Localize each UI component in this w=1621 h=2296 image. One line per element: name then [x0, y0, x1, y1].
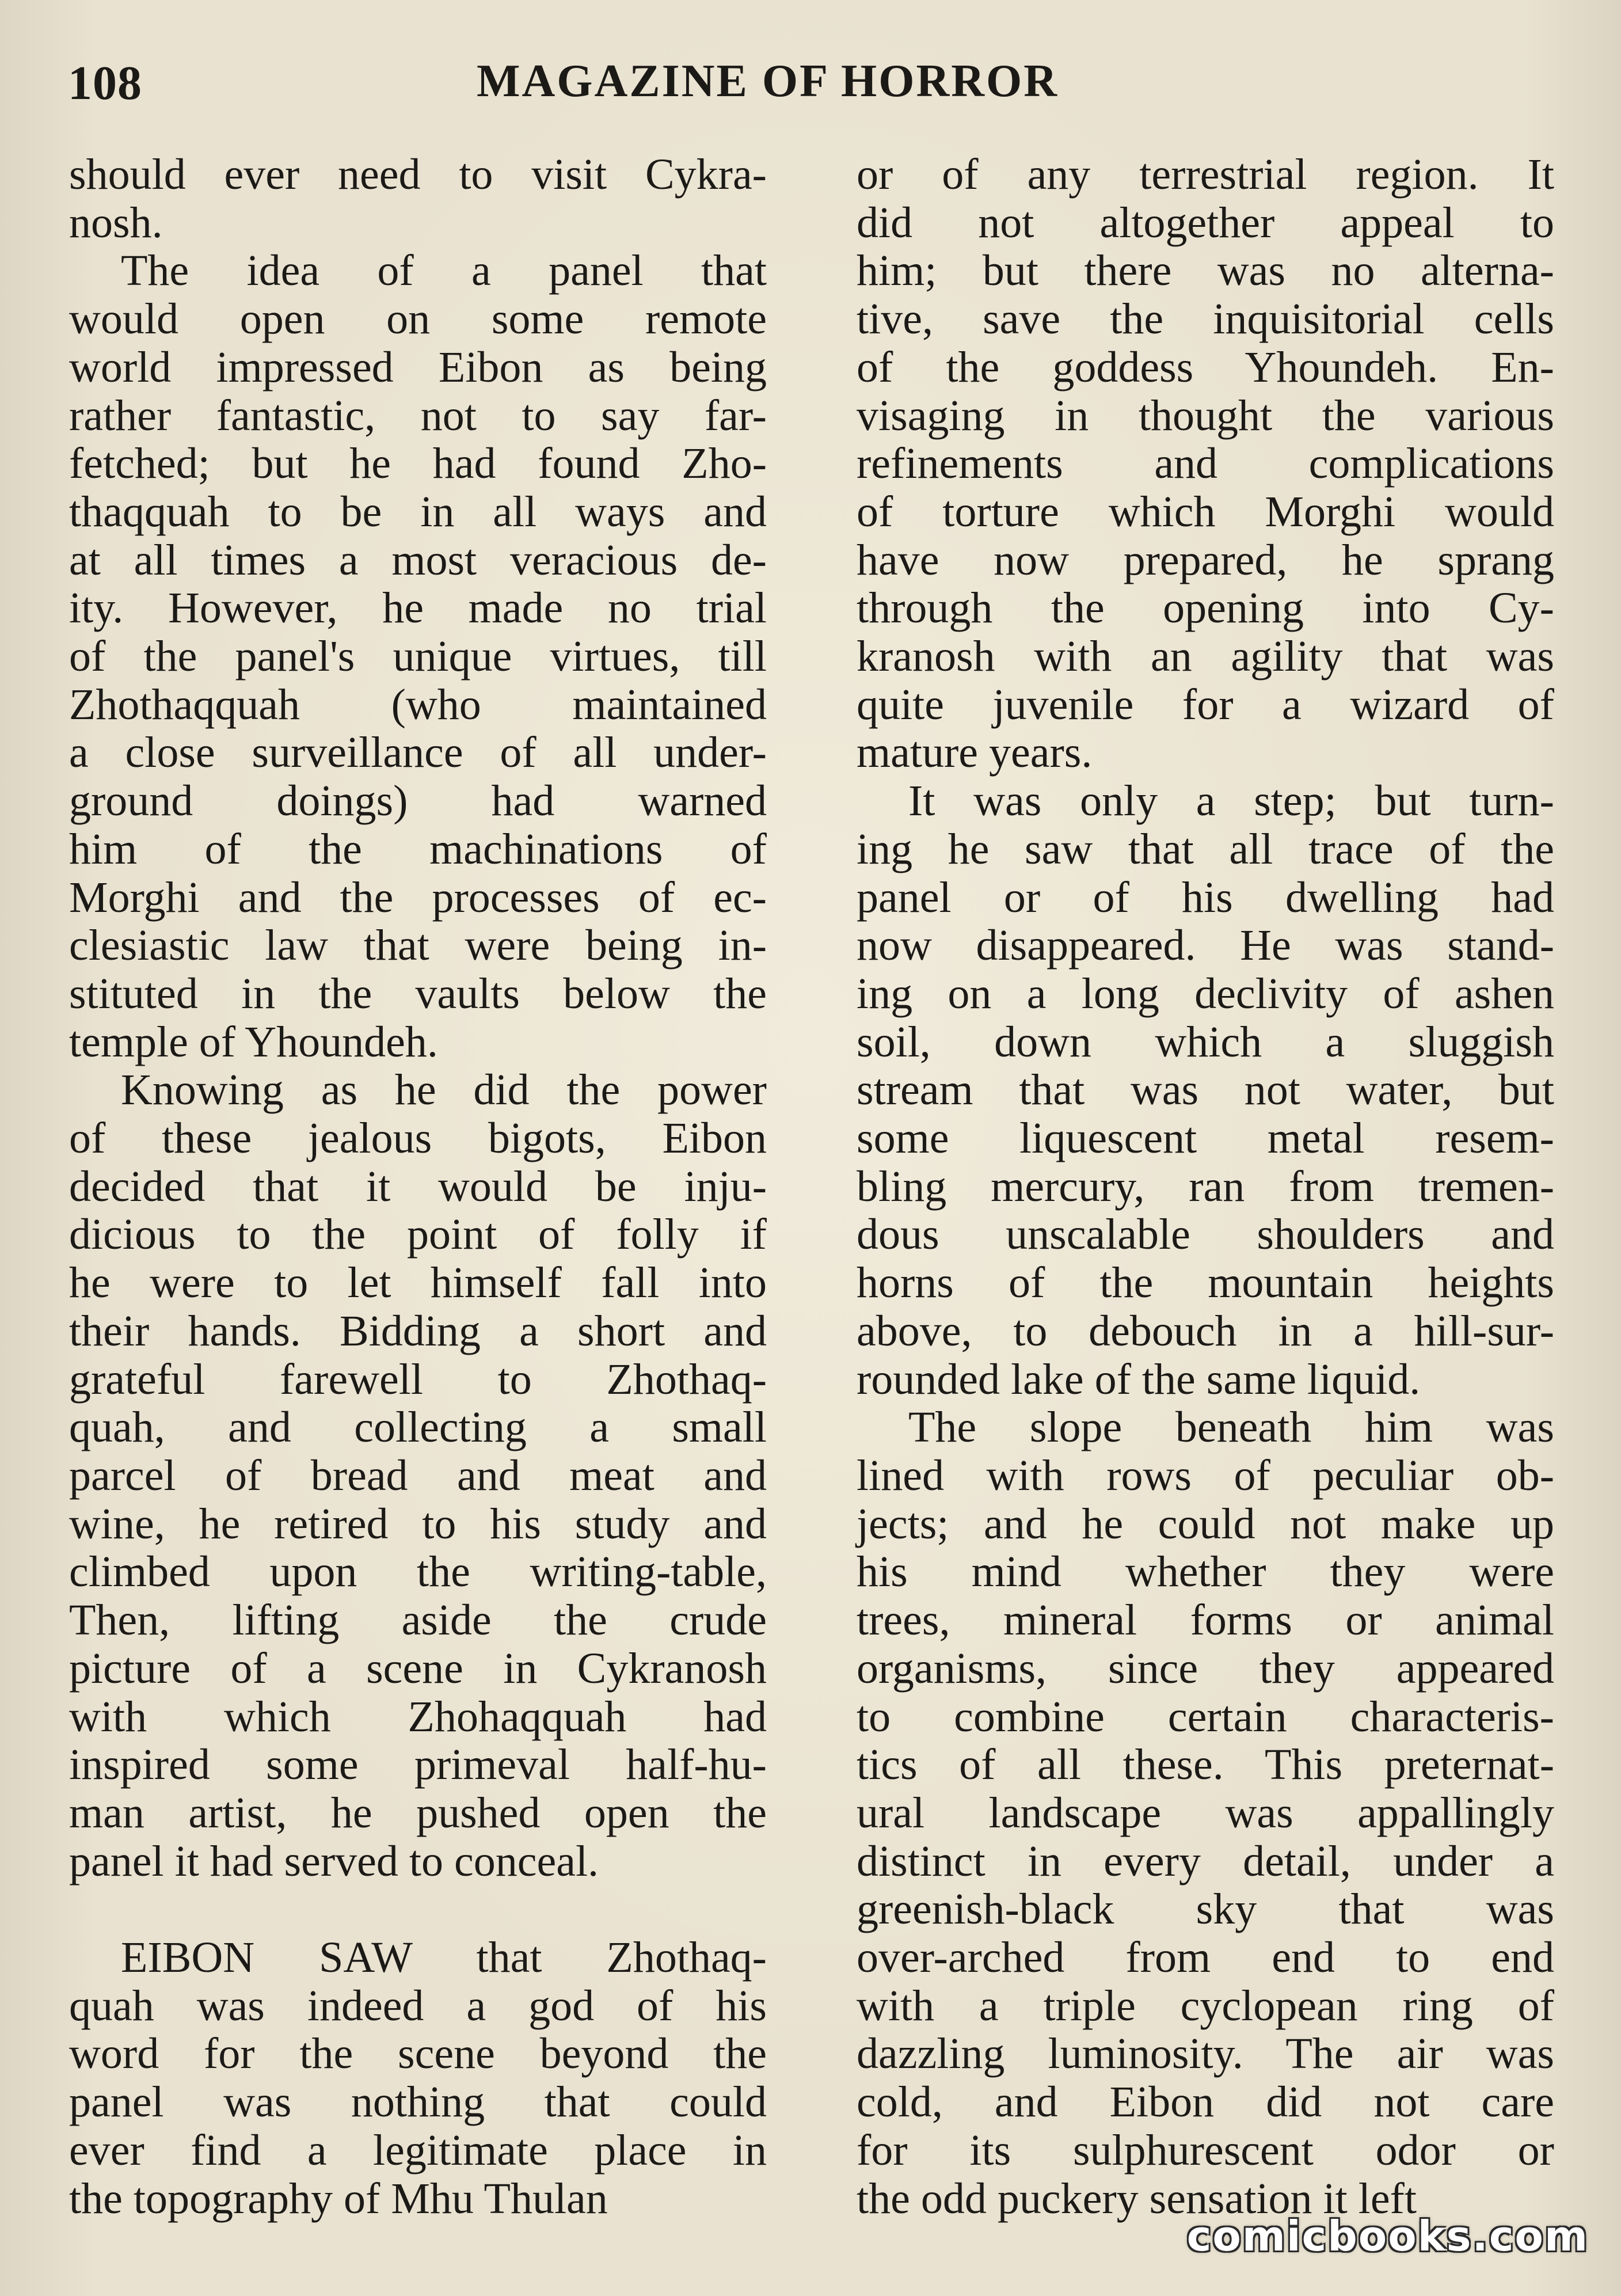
text-line: quah, and collecting a small — [69, 1403, 767, 1452]
text-line: now disappeared. He was stand- — [857, 921, 1554, 970]
text-line: above, to debouch in a hill-sur- — [857, 1306, 1554, 1355]
text-line: parcel of bread and meat and — [69, 1451, 767, 1500]
text-line: fetched; but he had found Zho- — [69, 439, 767, 488]
text-line: to combine certain characteris- — [857, 1692, 1554, 1741]
text-line: refinements and complications — [857, 439, 1554, 488]
text-line: his mind whether they were — [857, 1548, 1554, 1596]
text-line: dazzling luminosity. The air was — [857, 2029, 1554, 2078]
text-line: Knowing as he did the power — [121, 1066, 767, 1115]
text-line: panel was nothing that could — [69, 2078, 767, 2127]
text-line: or of any terrestrial region. It — [857, 150, 1554, 199]
text-line: dous unscalable shoulders and — [857, 1210, 1554, 1259]
text-line: should ever need to visit Cykra- — [69, 150, 767, 199]
paragraph — [857, 777, 1554, 1404]
text-line: with which Zhohaqquah had — [69, 1692, 767, 1741]
paragraph — [857, 1404, 1554, 2223]
text-line: tive, save the inquisitorial cells — [857, 295, 1554, 344]
text-line: through the opening into Cy- — [857, 584, 1554, 633]
text-line: soil, down which a sluggish — [857, 1017, 1554, 1066]
text-line: rounded lake of the same liquid. — [857, 1355, 1421, 1404]
text-line: picture of a scene in Cykranosh — [69, 1644, 767, 1693]
text-line: wine, he retired to his study and — [69, 1499, 767, 1548]
text-line: visaging in thought the various — [857, 391, 1554, 440]
text-line: a close surveillance of all under- — [69, 728, 767, 777]
text-line: greenish-black sky that was — [857, 1885, 1554, 1934]
text-line: ground doings) had warned — [69, 777, 767, 826]
text-line: ity. However, he made no trial — [69, 584, 767, 633]
text-line: mature years. — [857, 728, 1093, 777]
left-text-column — [69, 151, 767, 2223]
text-line: panel or of his dwelling had — [857, 873, 1554, 922]
paragraph — [69, 1934, 767, 2223]
paragraph — [69, 247, 767, 1066]
text-line: did not altogether appeal to — [857, 198, 1554, 247]
text-line: Morghi and the processes of ec- — [69, 873, 767, 922]
running-title: MAGAZINE OF HORROR — [477, 56, 1059, 107]
text-line: quah was indeed a god of his — [69, 1981, 767, 2030]
text-line: he were to let himself fall into — [69, 1259, 767, 1307]
text-line: stituted in the vaults below the — [69, 969, 767, 1018]
text-line: at all times a most veracious de- — [69, 535, 767, 584]
text-line: Zhothaqquah (who maintained — [69, 680, 767, 729]
text-line: cold, and Eibon did not care — [857, 2078, 1554, 2127]
text-line: him; but there was no alterna- — [857, 246, 1554, 295]
paragraph — [69, 151, 767, 247]
text-line: bling mercury, ran from tremen- — [857, 1162, 1554, 1211]
text-line: over-arched from end to end — [857, 1933, 1554, 1982]
text-line: have now prepared, he sprang — [857, 535, 1554, 584]
text-line: It was only a step; but turn- — [908, 777, 1554, 826]
paragraph — [857, 151, 1554, 777]
text-line: trees, mineral forms or animal — [857, 1596, 1554, 1645]
text-line: some liquescent metal resem- — [857, 1114, 1554, 1163]
page-number: 108 — [68, 56, 142, 110]
text-line: ing he saw that all trace of the — [857, 824, 1554, 873]
text-line: nosh. — [69, 198, 163, 247]
page-header — [68, 55, 1553, 124]
text-line: quite juvenile for a wizard of — [857, 680, 1554, 729]
text-line: thaqquah to be in all ways and — [69, 487, 767, 536]
text-line: for its sulphurescent odor or — [857, 2126, 1554, 2175]
text-line: The idea of a panel that — [121, 246, 767, 295]
text-line: grateful farewell to Zhothaq- — [69, 1355, 767, 1404]
text-line: tics of all these. This preternat- — [857, 1740, 1554, 1789]
paragraph — [69, 1066, 767, 1886]
text-line: him of the machinations of — [69, 824, 767, 873]
text-line: of the panel's unique virtues, till — [69, 632, 767, 681]
text-line: The slope beneath him was — [908, 1403, 1554, 1452]
text-line: distinct in every detail, under a — [857, 1837, 1554, 1886]
text-line: man artist, he pushed open the — [69, 1788, 767, 1837]
watermark: comicbooks.com — [1186, 2212, 1589, 2260]
text-line: organisms, since they appeared — [857, 1644, 1554, 1693]
text-line: decided that it would be inju- — [69, 1162, 767, 1211]
text-line: EIBON SAW that Zhothaq- — [121, 1933, 767, 1982]
text-line: world impressed Eibon as being — [69, 343, 767, 391]
text-line: panel it had served to conceal. — [69, 1837, 599, 1886]
text-line: kranosh with an agility that was — [857, 632, 1554, 681]
text-line: dicious to the point of folly if — [69, 1210, 767, 1259]
text-line: rather fantastic, not to say far- — [69, 391, 767, 440]
right-text-column — [857, 151, 1554, 2223]
text-line: jects; and he could not make up — [857, 1499, 1554, 1548]
text-line: of the goddess Yhoundeh. En- — [857, 343, 1554, 391]
text-line: climbed upon the writing-table, — [69, 1548, 767, 1596]
text-line: ing on a long declivity of ashen — [857, 969, 1554, 1018]
text-line: their hands. Bidding a short and — [69, 1306, 767, 1355]
text-line: word for the scene beyond the — [69, 2029, 767, 2078]
text-line: with a triple cyclopean ring of — [857, 1981, 1554, 2030]
text-line: ural landscape was appallingly — [857, 1788, 1554, 1837]
text-line: inspired some primeval half-hu- — [69, 1740, 767, 1789]
text-line: ever find a legitimate place in — [69, 2126, 767, 2175]
text-line: of these jealous bigots, Eibon — [69, 1114, 767, 1163]
text-line: clesiastic law that were being in- — [69, 921, 767, 970]
text-line: horns of the mountain heights — [857, 1259, 1554, 1307]
text-line: of torture which Morghi would — [857, 487, 1554, 536]
text-line: temple of Yhoundeh. — [69, 1017, 438, 1066]
text-line: would open on some remote — [69, 295, 767, 344]
text-line: stream that was not water, but — [857, 1066, 1554, 1115]
text-line: Then, lifting aside the crude — [69, 1596, 767, 1645]
text-line: lined with rows of peculiar ob- — [857, 1451, 1554, 1500]
text-line: the odd puckery sensation it left — [857, 2174, 1417, 2223]
text-line: the topography of Mhu Thulan — [69, 2174, 608, 2223]
